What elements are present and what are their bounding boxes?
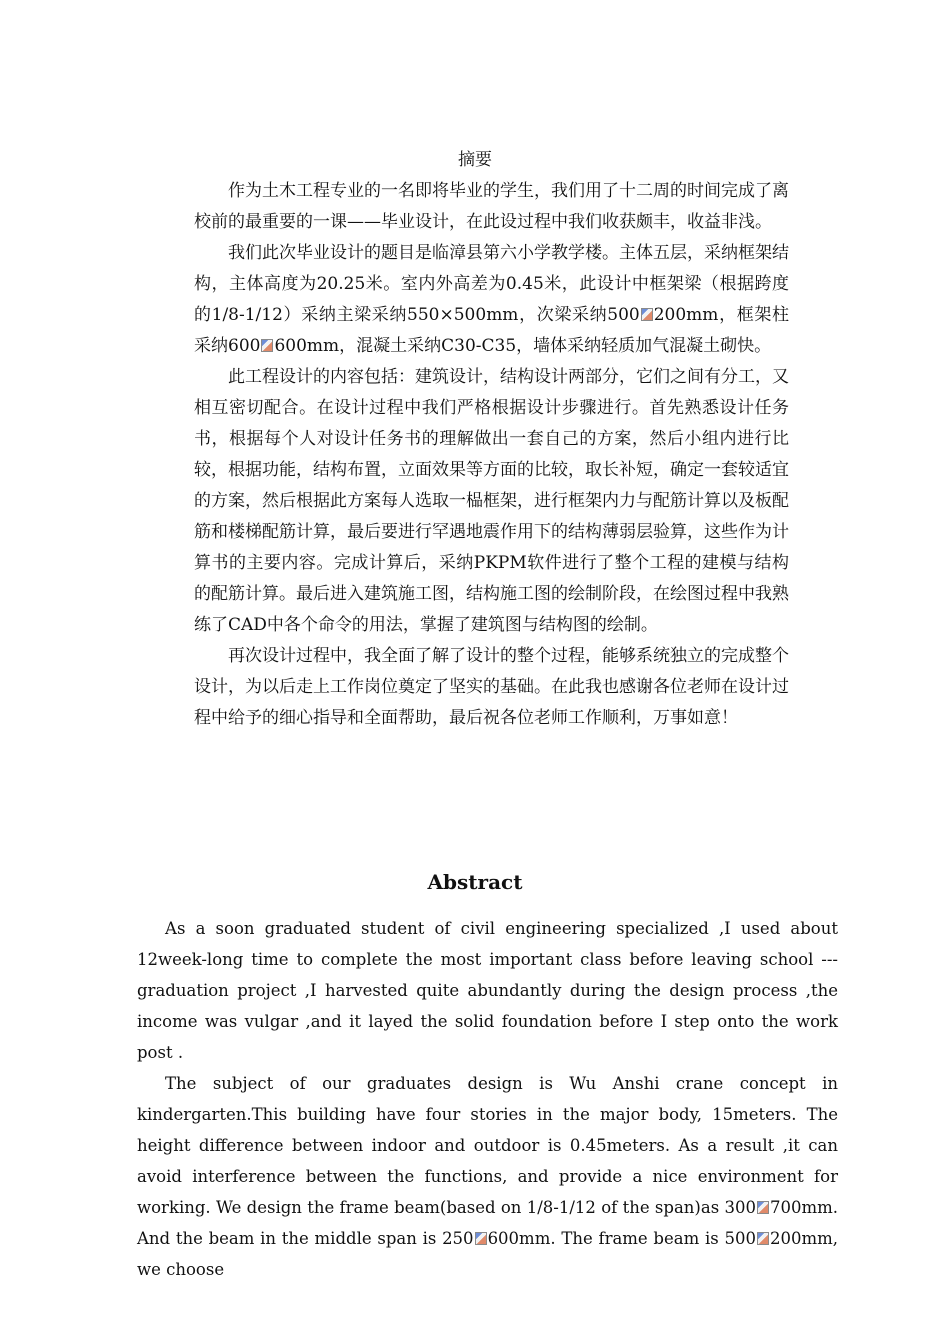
english-abstract-title: Abstract: [427, 870, 523, 894]
chinese-abstract-title: 摘要: [458, 150, 492, 170]
cn-paragraph-3: 此工程设计的内容包括：建筑设计，结构设计两部分，它们之间有分工，又相互密切配合。在设计过程中我们严格根据设计步骤进行。首先熟悉设计任务书，根据每个人对设计任务书的理解做出一套自己的方案，然后小组内进行比较，根据功能，结构布置，立面效果等方面的比较，取长补短，确定一套较适宜的方案，然后根据此方案每人选取一榀框架，进行框架内力与配筋计算以及板配筋和楼梯配筋计算，最后要进行罕遇地震作用下的结构薄弱层验算，这些作为计算书的主要内容。完成计算后，采纳PKPM软件进行了整个工程的建模与结构的配筋计算。最后进入建筑施工图，结构施工图的绘制阶段，在绘图过程中我熟练了CAD中各个命令的用法，掌握了建筑图与结构图的绘制。: [194, 367, 789, 635]
en-paragraph-2-part-4: 200mm, we choose: [137, 1229, 838, 1279]
cn-paragraph-2-part-3: 600mm，混凝土采纳C30-C35，墙体采纳轻质加气混凝土砌快。: [274, 336, 772, 356]
chinese-abstract-body: [194, 176, 789, 734]
cn-paragraph-2: [194, 238, 789, 362]
broken-glyph-icon: [475, 1232, 487, 1245]
cn-paragraph-2-part-1: 我们此次毕业设计的题目是临漳县第六小学教学楼。主体五层，采纳框架结构，主体高度为20.25米。室内外高差为0.45米，此设计中框架梁（根据跨度的1/8-1/12）采纳主梁采纳550×500mm，次梁采纳500: [194, 243, 789, 325]
en-paragraph-2-part-3: 600mm. The frame beam is 500: [487, 1229, 756, 1248]
en-paragraph-1: As a soon graduated student of civil engineering specialized ,I used about 12week-long time to complete the most important class before leaving school ---graduation project ,I harvested quite abundantly during the design process ,the income was vulgar ,and it layed the solid foundation before I step onto the work post .: [137, 919, 838, 1062]
cn-paragraph-2-part-2: 200mm，框架柱采纳600: [194, 305, 789, 356]
en-paragraph-2-part-2: 700mm. And the beam in the middle span is 250: [137, 1198, 838, 1248]
english-abstract-body: [137, 913, 838, 1285]
broken-glyph-icon: [757, 1232, 769, 1245]
en-paragraph-2: [137, 1068, 838, 1285]
broken-glyph-icon: [261, 339, 273, 352]
cn-paragraph-1: 作为土木工程专业的一名即将毕业的学生，我们用了十二周的时间完成了离校前的最重要的一课——毕业设计，在此设过程中我们收获颇丰，收益非浅。: [194, 181, 789, 232]
broken-glyph-icon: [641, 308, 653, 321]
broken-glyph-icon: [757, 1201, 769, 1214]
en-paragraph-2-part-1: The subject of our graduates design is Wu Anshi crane concept in kindergarten.This building have four stories in the major body, 15meters. The height difference between indoor and outdoor is 0.45meters. As a result ,it can avoid interference between the functions, and provide a nice environment for working. We design the frame beam(based on 1/8-1/12 of the span)as 300: [137, 1074, 838, 1217]
cn-paragraph-4: 再次设计过程中，我全面了解了设计的整个过程，能够系统独立的完成整个设计，为以后走上工作岗位奠定了坚实的基础。在此我也感谢各位老师在设计过程中给予的细心指导和全面帮助，最后祝各位老师工作顺利，万事如意！: [194, 646, 789, 728]
